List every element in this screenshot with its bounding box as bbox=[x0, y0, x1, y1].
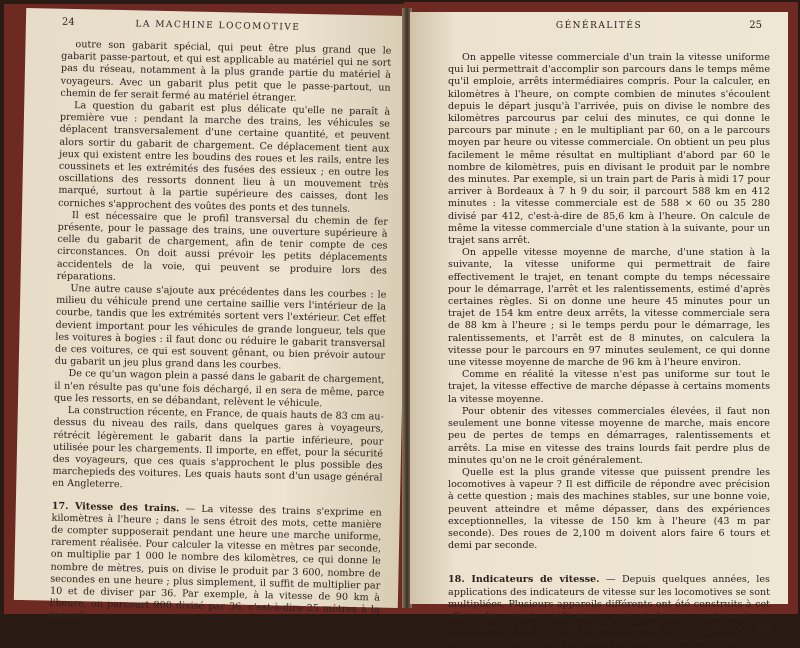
left-paragraph-2: La question du gabarit est plus délicate qu'elle ne paraît à première vue : pendant la marche des trains, les véhicules se déplacent transversalement d'une certaine quantité, et peuvent alors sortir du gabarit de chargement. Ce déplacement tient aux jeux qui existent entre les boudins des roues et les rails, entre les coussinets et les extrémités des fusées des essieux ; en outre les oscillations des ressorts donnent lieu à un mouvement très marqué, surtout à la partie supérieure des caisses, dont les corniches s'approchent des voûtes des ponts et des tunnels. bbox=[58, 100, 391, 215]
right-paragraph-1: On appelle vitesse commerciale d'un train la vitesse uniforme qui lui permettrait d'accomplir son parcours dans le temps même qu'il emploie, arrêts intermédiaires compris. Pour la calculer, en kilomètres à l'heure, on compte combien de minutes s'écoulent depuis le départ jusqu'à l'arrivée, puis on divise le nombre des kilomètres parcourus par celui des minutes, ce qui donne le parcours par minute ; en le multipliant par 60, on a le parcours moyen par heure ou vitesse commerciale. On obtient un peu plus facilement le même résultat en multipliant d'abord par 60 le nombre de kilomètres, puis en divisant le produit par le nombre des minutes. Par exemple, si un train part de Paris à midi 17 pour arriver à Bordeaux à 7 h 9 du soir, il parcourt 588 km en 412 minutes : la vitesse commerciale est de 588 × 60 ou 35 280 divisé par 412, c'est-à-dire de 85,6 km à l'heure. On calcule de même la vitesse commerciale d'une station à la suivante, pour un trajet sans arrêt. bbox=[448, 52, 770, 247]
left-page bbox=[14, 8, 410, 622]
right-page-number: 25 bbox=[749, 20, 762, 31]
section-17-text: — La vitesse des trains s'exprime en kilomètres à l'heure ; dans le sens étroit des mots, cette manière de compter supposerait pendant une heure une marche uniforme, rarement réalisée. Pour calculer la vitesse en mètres par seconde, on multiplie par 1 000 le nombre des kilomètres, ce qui donne le nombre de mètres, puis on divise le produit par 3 600, nombre de secondes en une heure ; plus simplement, il suffit de multiplier par 10 et de diviser par 36. Par exemple, à la vitesse de 90 km à l'heure, on parcourt 900 divisé par 36, c'est-à-dire 25 mètres à la seconde. bbox=[49, 503, 382, 622]
section-18-title: 18. Indicateurs de vitesse. bbox=[448, 574, 600, 586]
right-running-head: GÉNÉRALITÉS bbox=[555, 21, 643, 31]
right-paragraph-2: On appelle vitesse moyenne de marche, d'une station à la suivante, la vitesse uniforme qui permettrait de faire effectivement le trajet, en tenant compte du temps nécessaire pour le démarrage, l'arrêt et les ralentissements, estimé d'après certaines règles. Si on donne une heure 45 minutes pour un trajet de 154 km entre deux arrêts, la vitesse commerciale sera de 88 km à l'heure ; si le temps perdu pour le démarrage, les ralentissements, et l'arrêt est de 8 minutes, on calculera la vitesse pour le parcours en 97 minutes seulement, ce qui donne une vitesse moyenne de marche de 96 km à l'heure environ. bbox=[448, 247, 770, 369]
right-page-header bbox=[410, 12, 788, 34]
right-paragraph-5: Quelle est la plus grande vitesse que puissent prendre les locomotives à vapeur ? Il est difficile de répondre avec précision à cette question ; mais des machines stables, sur une bonne voie, peuvent atteindre et même dépasser, dans des expériences exceptionnelles, la vitesse de 150 km à l'heure (43 m par seconde). Des roues de 2,100 m doivent alors faire 6 tours et demi par seconde. bbox=[448, 466, 770, 552]
right-page bbox=[410, 12, 788, 647]
left-page-body bbox=[49, 39, 391, 629]
section-18 bbox=[448, 574, 770, 647]
right-paragraph-3: Comme en réalité la vitesse n'est pas uniforme sur tout le trajet, la vitesse effective de marche dépasse à certains moments la vitesse moyenne. bbox=[448, 369, 770, 405]
left-paragraph-4: Une autre cause s'ajoute aux précédentes dans les courbes : le milieu du véhicule prend une certaine saillie vers l'intérieur de la courbe, tandis que les extrémités sortent vers l'extérieur. Cet effet devient important pour les véhicules de grande longueur, tels que les voitures à bogies : il faut donc ou réduire le gabarit transversal de ces voitures, ce qui est souvent gênant, ou bien prévoir autour du gabarit un jeu plus grand dans les courbes. bbox=[54, 283, 387, 372]
left-page-number: 24 bbox=[61, 16, 75, 29]
section-17-title: 17. Vitesse des trains. bbox=[51, 500, 180, 514]
left-paragraph-1: outre son gabarit spécial, qui peut être plus grand que le gabarit passe-partout, et qui est applicable au matériel qui ne sort pas du réseau, notamment à la plus grande partie du matériel à voyageurs. Avec un gabarit plus petit que le passe-partout, un chemin de fer serait fermé au matériel étranger. bbox=[60, 39, 392, 104]
left-running-head: LA MACHINE LOCOMOTIVE bbox=[135, 19, 301, 33]
left-paragraph-3: Il est nécessaire que le profil transversal du chemin de fer présente, pour le passage des trains, une ouverture supérieure à celle du gabarit de chargement, afin de tenir compte de ces circonstances. On doit aussi prévoir les petits déplacements accidentels de la voie, qui peuvent se produire lors des réparations. bbox=[56, 209, 388, 283]
right-paragraph-4: Pour obtenir des vitesses commerciales élevées, il faut non seulement une bonne vitesse moyenne de marche, mais encore peu de pertes de temps en démarrages, ralentissements et arrêts. La mise en vitesse des trains lourds fait perdre plus de minutes qu'on ne le croit généralement. bbox=[448, 405, 770, 466]
left-paragraph-6: La construction récente, en France, de quais hauts de 83 cm au-dessus du niveau des rails, dans quelques gares à voyageurs, rétrécit légèrement le gabarit dans la partie inférieure, pour utilisée pour les chargements. Il importe, en effet, pour la sécurité des voyageurs, que ces quais s'approchent le plus possible des marchepieds des voitures. Les quais hauts sont d'un usage général en Angleterre. bbox=[52, 405, 384, 491]
left-paragraph-5: De ce qu'un wagon plein a passé dans le gabarit de chargement, il n'en résulte pas qu'une fois déchargé, il en sera de même, parce que les ressorts, en se débandant, relèvent le véhicule. bbox=[53, 368, 385, 410]
right-page-body bbox=[448, 52, 770, 648]
section-17 bbox=[49, 500, 381, 629]
section-18-text: — Depuis quelques années, les applications des indicateurs de vitesse sur les locomotives se sont multipliées. Plusieurs appareils différents ont été construits à cet effet. Au simple indicateur, qui s'adresse seulement au mécanicien, on préfère généralement les appareils qui enregistrent en outre les vitesses pendant tout le parcours. bbox=[448, 574, 770, 647]
